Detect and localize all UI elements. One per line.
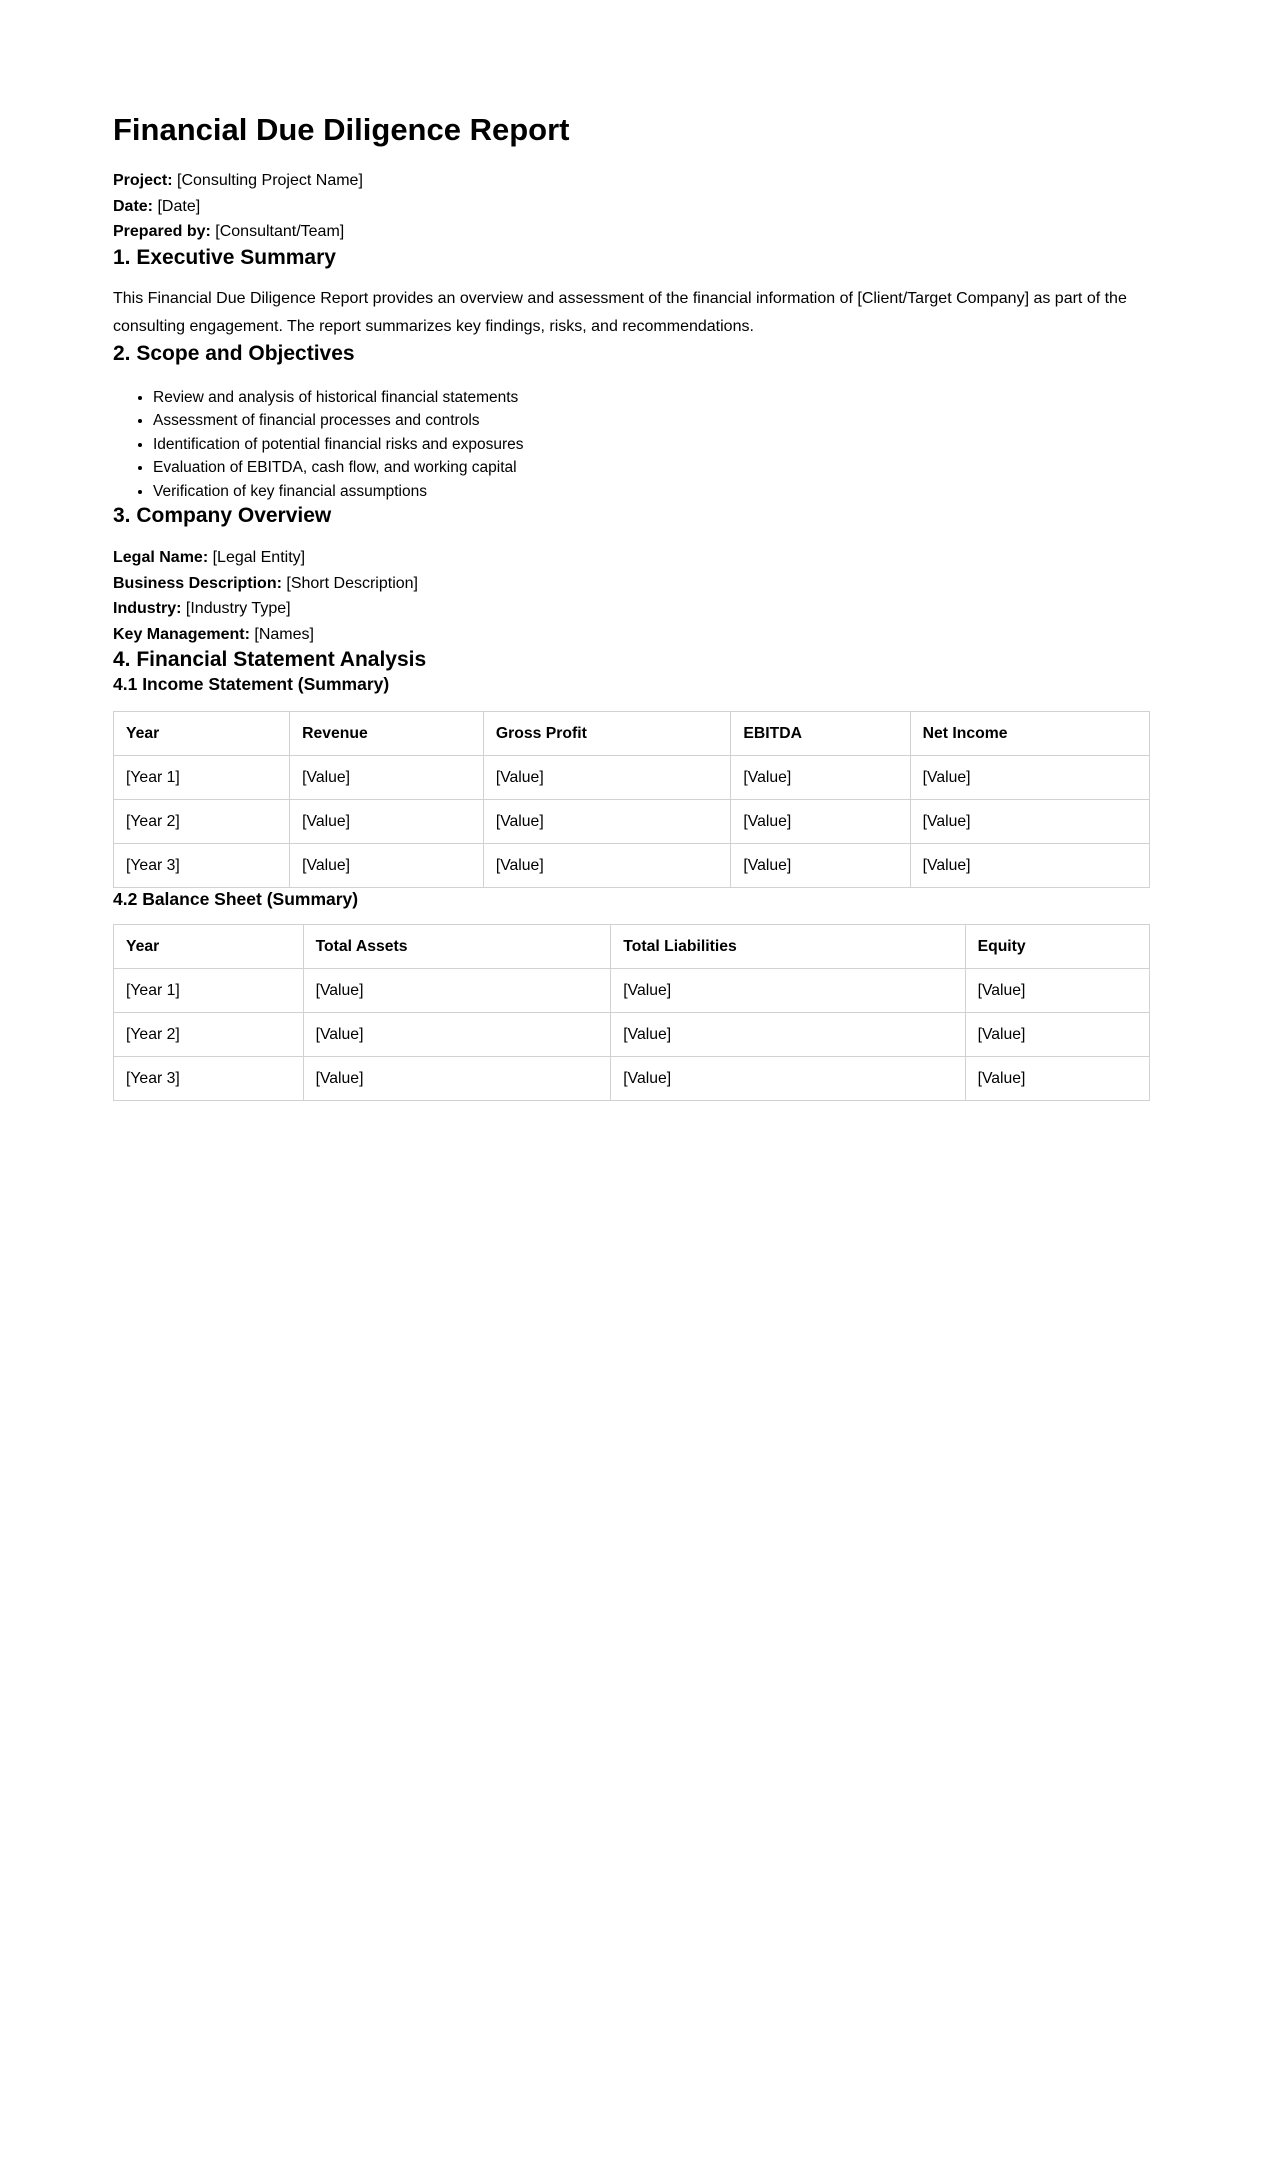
table-row xyxy=(114,844,1150,888)
table-cell: [Value] xyxy=(731,756,910,800)
field-industry xyxy=(113,596,1150,622)
field-key-management-label: Key Management: xyxy=(113,625,250,643)
meta-prepared-by xyxy=(113,219,1150,245)
table-cell: [Value] xyxy=(483,756,731,800)
table-cell: [Value] xyxy=(290,844,484,888)
section-heading-company-overview: 3. Company Overview xyxy=(113,504,332,528)
scope-bullet-list xyxy=(113,386,1150,504)
company-fields xyxy=(113,545,1150,647)
meta-project xyxy=(113,168,1150,194)
table-cell: [Value] xyxy=(483,800,731,844)
table-header-row xyxy=(114,712,1150,756)
table-cell: [Value] xyxy=(965,1057,1149,1101)
subsection-heading-income-statement: 4.1 Income Statement (Summary) xyxy=(113,674,390,695)
column-header-ebitda: EBITDA xyxy=(731,712,910,756)
section-heading-financial-analysis: 4. Financial Statement Analysis xyxy=(113,648,427,672)
section-heading-executive-summary: 1. Executive Summary xyxy=(113,245,336,269)
table-cell: [Year 1] xyxy=(114,969,304,1013)
column-header-gross-profit: Gross Profit xyxy=(483,712,731,756)
table-cell: [Value] xyxy=(483,844,731,888)
table-cell: [Value] xyxy=(910,844,1149,888)
table-cell: [Value] xyxy=(910,800,1149,844)
column-header-total-liabilities: Total Liabilities xyxy=(611,925,965,969)
column-header-year: Year xyxy=(114,712,290,756)
table-row xyxy=(114,800,1150,844)
section-heading-scope-objectives: 2. Scope and Objectives xyxy=(113,341,355,365)
column-header-net-income: Net Income xyxy=(910,712,1149,756)
table-cell: [Value] xyxy=(611,969,965,1013)
field-business-description-value: [Short Description] xyxy=(286,574,418,592)
document-page xyxy=(113,110,1150,1101)
table-cell: [Value] xyxy=(965,969,1149,1013)
field-business-description xyxy=(113,571,1150,597)
column-header-year: Year xyxy=(114,925,304,969)
meta-date-label: Date: xyxy=(113,197,154,215)
field-legal-name-label: Legal Name: xyxy=(113,549,209,567)
list-item: • Identification of potential financial risks and exposures xyxy=(153,433,1150,457)
table-cell: [Value] xyxy=(731,844,910,888)
field-key-management xyxy=(113,622,1150,648)
meta-prepared-by-label: Prepared by: xyxy=(113,223,211,240)
table-cell: [Value] xyxy=(303,969,611,1013)
meta-date-value: [Date] xyxy=(157,197,201,215)
list-item: • Assessment of financial processes and controls xyxy=(153,409,1150,433)
income-statement-table xyxy=(113,711,1150,888)
meta-project-label: Project: xyxy=(113,172,173,189)
field-key-management-value: [Names] xyxy=(254,625,314,643)
table-row xyxy=(114,969,1150,1013)
table-header-row xyxy=(114,925,1150,969)
list-item: • Verification of key financial assumptions xyxy=(153,480,1150,504)
subsection-heading-balance-sheet: 4.2 Balance Sheet (Summary) xyxy=(113,889,359,910)
column-header-total-assets: Total Assets xyxy=(303,925,611,969)
column-header-revenue: Revenue xyxy=(290,712,484,756)
table-cell: [Value] xyxy=(290,756,484,800)
table-cell: [Value] xyxy=(290,800,484,844)
table-row xyxy=(114,1013,1150,1057)
field-legal-name-value: [Legal Entity] xyxy=(212,549,306,567)
table-cell: [Year 2] xyxy=(114,1013,304,1057)
meta-project-value: [Consulting Project Name] xyxy=(177,172,363,189)
balance-sheet-table xyxy=(113,924,1150,1101)
table-cell: [Value] xyxy=(611,1013,965,1057)
document-meta xyxy=(113,168,1150,245)
table-cell: [Year 2] xyxy=(114,800,290,844)
table-cell: [Year 3] xyxy=(114,1057,304,1101)
list-item: • Evaluation of EBITDA, cash flow, and working capital xyxy=(153,456,1150,480)
table-cell: [Value] xyxy=(731,800,910,844)
table-cell: [Year 3] xyxy=(114,844,290,888)
executive-summary-paragraph: This Financial Due Diligence Report provides an overview and assessment of the financial information of [Client/Target Company] as part of the consulting engagement. The report summarizes key findings, risks, and recommendations. xyxy=(113,289,1127,335)
column-header-equity: Equity xyxy=(965,925,1149,969)
field-business-description-label: Business Description: xyxy=(113,574,282,592)
table-cell: [Value] xyxy=(611,1057,965,1101)
field-industry-value: [Industry Type] xyxy=(185,600,291,618)
list-item: • Review and analysis of historical financial statements xyxy=(153,386,1150,410)
document-title: Financial Due Diligence Report xyxy=(113,112,570,147)
table-cell: [Value] xyxy=(303,1057,611,1101)
field-legal-name xyxy=(113,545,1150,571)
table-cell: [Value] xyxy=(910,756,1149,800)
table-cell: [Value] xyxy=(965,1013,1149,1057)
table-cell: [Year 1] xyxy=(114,756,290,800)
field-industry-label: Industry: xyxy=(113,600,182,618)
meta-date xyxy=(113,194,1150,220)
meta-prepared-by-value: [Consultant/Team] xyxy=(215,223,345,240)
table-row xyxy=(114,1057,1150,1101)
table-cell: [Value] xyxy=(303,1013,611,1057)
table-row xyxy=(114,756,1150,800)
